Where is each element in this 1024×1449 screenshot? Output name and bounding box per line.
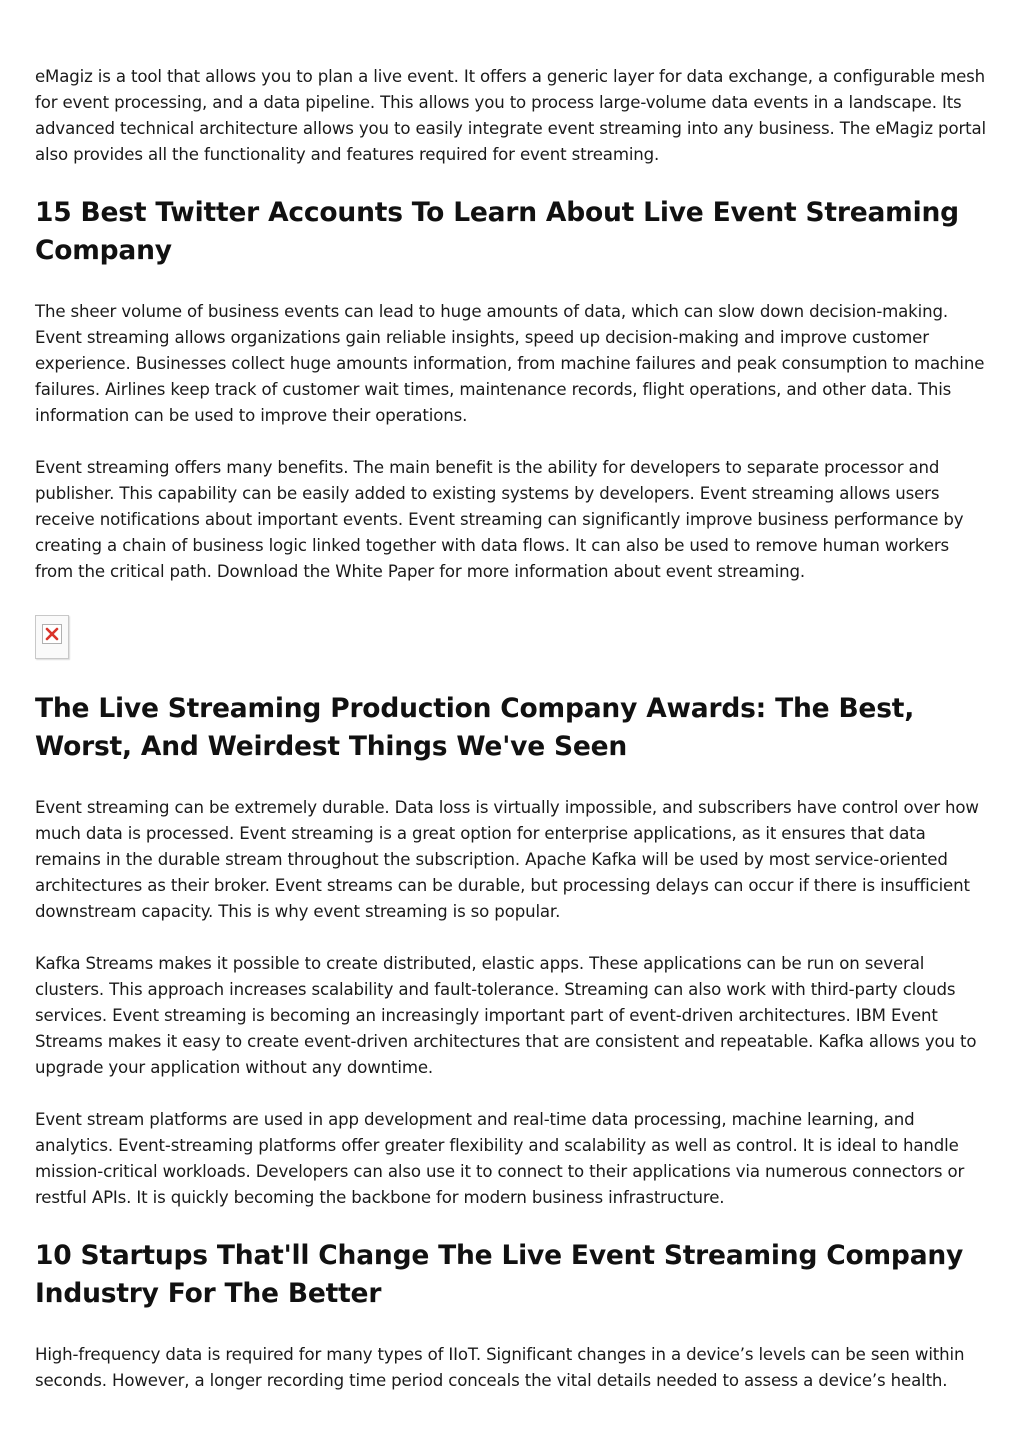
paragraph-iiot: High-frequency data is required for many types of IIoT. Significant changes in a device’s levels can be seen within seconds. However, a longer recording time period conceals the vital details needed to assess a device’s health. xyxy=(35,1345,965,1390)
paragraph-kafka-streams: Kafka Streams makes it possible to create distributed, elastic apps. These applications can be run on several clusters. This approach increases scalability and fault-tolerance. Streaming can also work with third-party clouds services. Event streaming is becoming an increasingly important part of event-driven architectures. IBM Event Streams makes it easy to create event-driven architectures that are consistent and repeatable. Kafka allows you to upgrade your application without any downtime. xyxy=(35,954,977,1077)
paragraph-business-events: The sheer volume of business events can lead to huge amounts of data, which can slow down decision-making. Event streaming allows organizations gain reliable insights, speed up decision-making and improve customer experience. Businesses collect huge amounts information, from machine failures and peak consumption to machine failures. Airlines keep track of customer wait times, maintenance records, flight operations, and other data. This information can be used to improve their operations. xyxy=(35,302,985,425)
paragraph-event-streaming-benefits: Event streaming offers many benefits. The main benefit is the ability for developers to separate processor and publisher. This capability can be easily added to existing systems by developers. Event streaming allows users receive notifications about important events. Event streaming can significantly improve business performance by creating a chain of business logic linked together with data flows. It can also be used to remove human workers from the critical path. Download the White Paper for more information about event streaming. xyxy=(35,458,964,581)
heading-twitter-accounts: 15 Best Twitter Accounts To Learn About Live Event Streaming Company xyxy=(35,197,959,266)
heading-startups: 10 Startups That'll Change The Live Event Streaming Company Industry For The Better xyxy=(35,1240,964,1309)
broken-image-icon xyxy=(35,615,69,659)
intro-paragraph: eMagiz is a tool that allows you to plan a live event. It offers a generic layer for data exchange, a configurable mesh for event processing, and a data pipeline. This allows you to process large-volume data events in a landscape. Its advanced technical architecture allows you to easily integrate event streaming into any business. The eMagiz portal also provides all the functionality and features required for event streaming. xyxy=(35,67,986,164)
paragraph-durability: Event streaming can be extremely durable. Data loss is virtually impossible, and subscribers have control over how much data is processed. Event streaming is a great option for enterprise applications, as it ensures that data remains in the durable stream throughout the subscription. Apache Kafka will be used by most service-oriented architectures as their broker. Event streams can be durable, but processing delays can occur if there is insufficient downstream capacity. This is why event streaming is so popular. xyxy=(35,798,979,921)
heading-production-company-awards: The Live Streaming Production Company Awards: The Best, Worst, And Weirdest Things We've Seen xyxy=(35,693,915,762)
paragraph-stream-platforms: Event stream platforms are used in app development and real-time data processing, machine learning, and analytics. Event-streaming platforms offer greater flexibility and scalability as well as control. It is ideal to handle mission-critical workloads. Developers can also use it to connect to their applications via numerous connectors or restful APIs. It is quickly becoming the backbone for modern business infrastructure. xyxy=(35,1110,965,1207)
